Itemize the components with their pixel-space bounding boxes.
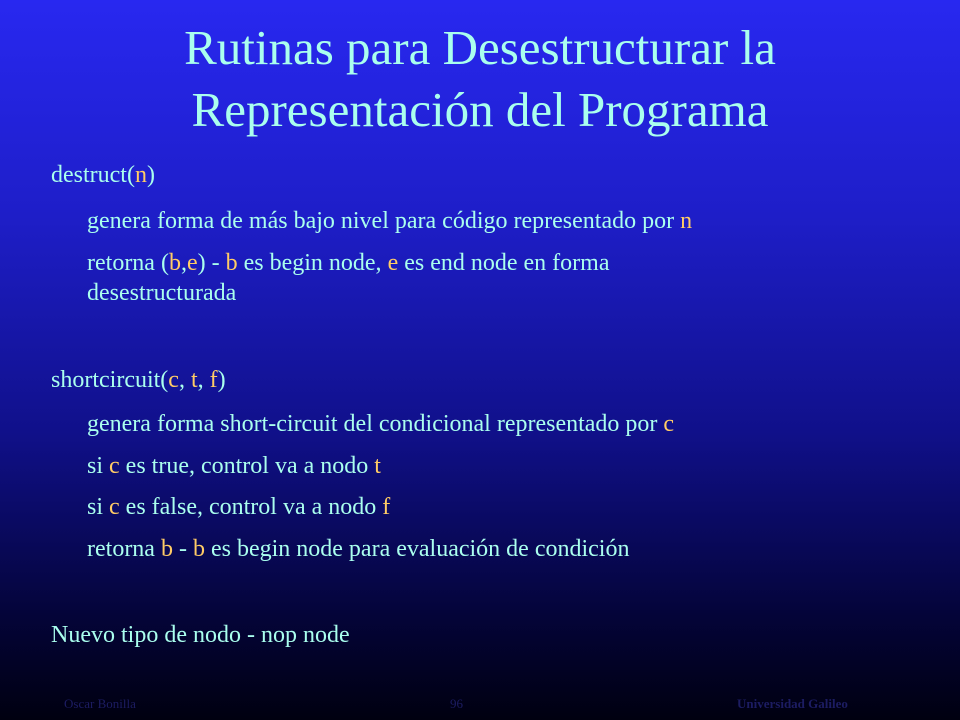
shortcircuit-desc-2: si c es true, control va a nodo t (87, 453, 381, 479)
destruct-desc-2: retorna (b,e) - b es begin node, e es end node en forma (87, 250, 610, 276)
destruct-arg-n: n (134, 162, 147, 188)
footer-page-number: 96 (450, 696, 463, 711)
shortcircuit-desc-4: retorna b - b es begin node para evaluación de condición (87, 536, 630, 562)
nop-node-line: Nuevo tipo de nodo - nop node (51, 622, 350, 648)
shortcircuit-heading: shortcircuit(c, t, f) (51, 367, 226, 393)
destruct-desc-2-cont: desestructurada (87, 280, 237, 306)
footer-institution: Universidad Galileo (737, 696, 848, 711)
destruct-heading: destruct(n) (51, 162, 155, 188)
shortcircuit-desc-3: si c es false, control va a nodo f (87, 494, 391, 520)
slide-title-line1: Rutinas para Desestructurar la (184, 20, 776, 75)
slide-title-line2: Representación del Programa (191, 82, 769, 137)
footer-author: Oscar Bonilla (64, 696, 136, 711)
shortcircuit-desc-1: genera forma short-circuit del condicional representado por c (87, 411, 675, 437)
destruct-desc-1: genera forma de más bajo nivel para código representado por n (87, 208, 693, 234)
